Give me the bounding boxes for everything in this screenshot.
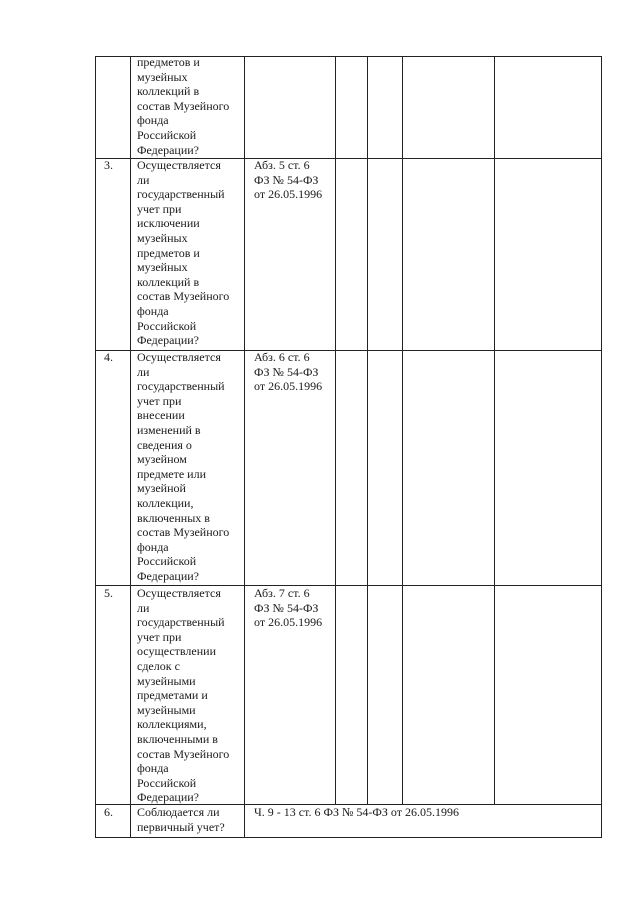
question-text: Осуществляется ли государственный учет при исключении музейных предметов и музейных коллекций в состав Музейного фонда Российской Федерации? bbox=[137, 158, 230, 348]
column-separator bbox=[402, 56, 403, 804]
legal-reference: Абз. 6 ст. 6 ФЗ № 54-ФЗ от 26.05.1996 bbox=[254, 350, 323, 394]
column-separator bbox=[130, 56, 131, 838]
legal-reference: Абз. 5 ст. 6 ФЗ № 54-ФЗ от 26.05.1996 bbox=[254, 158, 323, 202]
table-border-left bbox=[95, 56, 96, 838]
legal-reference: Абз. 7 ст. 6 ФЗ № 54-ФЗ от 26.05.1996 bbox=[254, 586, 323, 630]
row-number: 3. bbox=[104, 158, 113, 172]
column-separator bbox=[367, 56, 368, 804]
question-text: Осуществляется ли государственный учет при осуществлении сделок с музейными предметами и музейными коллекциями, включенными в состав Музейного фонда Российской Федерации? bbox=[137, 586, 230, 805]
row-number: 4. bbox=[104, 350, 113, 364]
question-text: Осуществляется ли государственный учет при внесении изменений в сведения о музейном предмете или музейной коллекции, включенных в состав Музейного фонда Российской Федерации? bbox=[137, 350, 230, 583]
table-border-bottom bbox=[95, 837, 602, 838]
question-text: Соблюдается ли первичный учет? bbox=[137, 805, 225, 834]
table-border-right bbox=[601, 56, 602, 838]
column-separator bbox=[335, 56, 336, 804]
row-number: 6. bbox=[104, 805, 113, 819]
question-text: предметов и музейных коллекций в состав Музейного фонда Российской Федерации? bbox=[137, 55, 230, 157]
column-separator bbox=[244, 56, 245, 838]
column-separator bbox=[494, 56, 495, 804]
row-number: 5. bbox=[104, 586, 113, 600]
legal-reference: Ч. 9 - 13 ст. 6 ФЗ № 54-ФЗ от 26.05.1996 bbox=[254, 805, 459, 819]
